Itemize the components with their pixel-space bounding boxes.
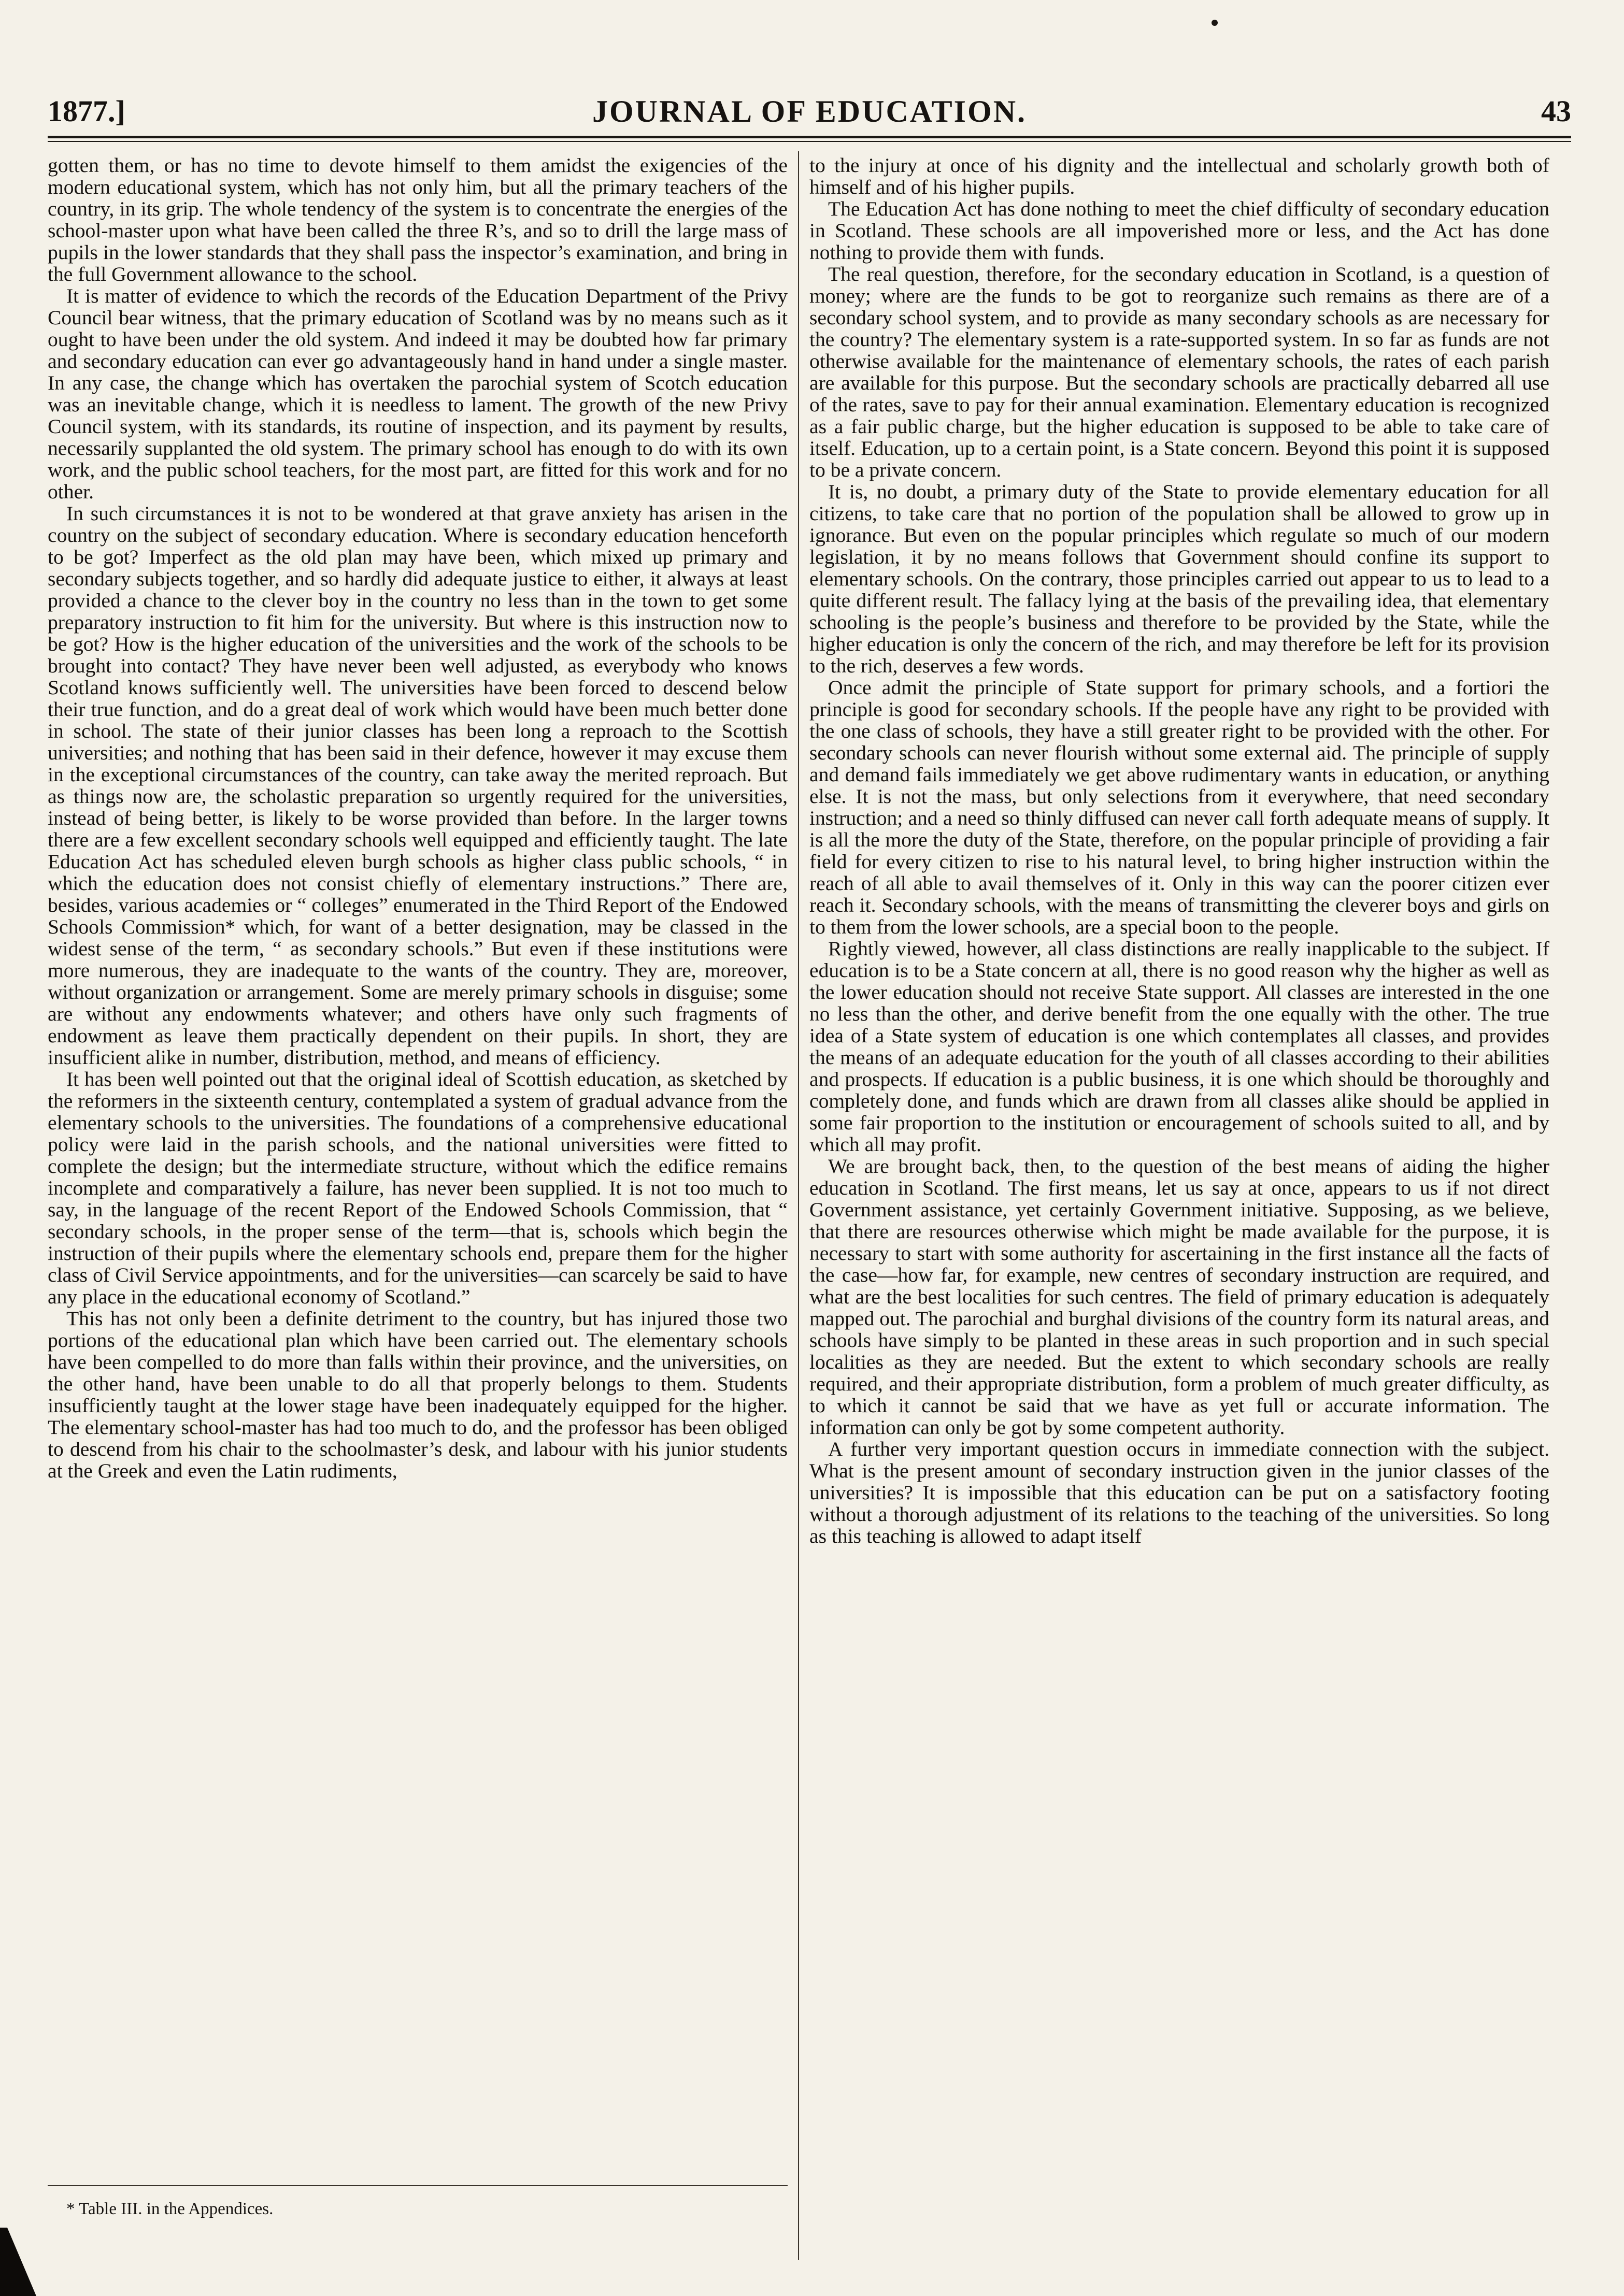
paragraph: The real question, therefore, for the secondary education in Scotland, is a question of money; where are the funds to be got to reorganize such remains as there are of a secondary school system, and to provide as many secondary schools as are necessary for the country? The elementary system is a rate-supported system. In so far as funds are not otherwise available for the maintenance of elementary schools, the rates of each parish are available for this purpose. But the secondary schools are practically debarred all use of the rates, save to pay for their annual examination. Elementary education is recognized as a fair public charge, but the higher education is supposed to be able to take care of itself. Education, up to a certain point, is a State concern. Beyond this point it is supposed to be a private concern. [809,263,1549,481]
paragraph: In such circumstances it is not to be wondered at that grave anxiety has arisen in the country on the subject of secondary education. Where is secondary education henceforth to be got? Imperfect as the old plan may have been, which mixed up primary and secondary subjects together, and so hardly did adequate justice to either, it always at least provided a chance to the clever boy in the country no less than in the town to get some preparatory instruction to fit him for the university. But where is this instruction now to be got? How is the higher education of the universities and the work of the schools to be brought into contact? They have never been well adjusted, as everybody who knows Scotland knows sufficiently well. The universities have been forced to descend below their true function, and do a great deal of work which would have been much better done in school. The state of their junior classes has been long a reproach to the Scottish universities; and nothing that has been said in their defence, however it may excuse them in the exceptional circumstances of the country, can take away the merited reproach. But as things now are, the scholastic preparation so urgently required for the universities, instead of being better, is likely to be worse provided than before. In the larger towns there are a few excellent secondary schools well equipped and efficiently taught. The late Education Act has scheduled eleven burgh schools as higher class public schools, “ in which the education does not consist chiefly of elementary instructions.” There are, besides, various academies or “ colleges” enumerated in the Third Report of the Endowed Schools Commission* which, for want of a better designation, may be classed in the widest sense of the term, “ as secondary schools.” But even if these institutions were more numerous, they are inadequate to the wants of the country. They are, moreover, without organization or arrangement. Some are merely primary schools in disguise; some are without any endowments whatever; and others have only such fragments of endowment as leave them practically dependent on their pupils. In short, they are insufficient alike in number, distribution, method, and means of efficiency. [48,502,788,1069]
ink-speck [1212,20,1218,26]
paragraph: gotten them, or has no time to devote himself to them amidst the exigencies of the modern educational system, which has not only him, but all the primary teachers of the country, in its grip. The whole tendency of the system is to concentrate the energies of the school-master upon what have been called the three R’s, and so to drill the large mass of pupils in the lower standards that they shall pass the inspector’s examination, and bring in the full Government allowance to the school. [48,154,788,285]
page-header [48,91,1571,132]
paragraph: We are brought back, then, to the question of the best means of aiding the higher education in Scotland. The first means, let us say at once, appears to us if not direct Government assistance, yet certainly Government initiative. Supposing, as we believe, that there are resources otherwise which might be made available for the purpose, it is necessary to start with some authority for ascertaining in the first instance all the facts of the case—how far, for example, new centres of secondary instruction are required, and what are the best localities for such centres. The field of primary education is adequately mapped out. The parochial and burghal divisions of the country form its natural areas, and schools have simply to be planted in these areas in such proportion and in such special localities as they are needed. But the extent to which secondary schools are really required, and their appropriate distribution, form a problem of much greater difficulty, as to which it cannot be said that we have as yet full or accurate information. The information can only be got by some competent authority. [809,1155,1549,1439]
header-rule-thin [48,141,1571,142]
paragraph: to the injury at once of his dignity and the intellectual and scholarly growth both of himself and of his higher pupils. [809,154,1549,198]
footnote-rule [48,2185,788,2186]
paragraph: The Education Act has done nothing to meet the chief difficulty of secondary education in Scotland. These schools are all impoverished more or less, and the Act has done nothing to provide them with funds. [809,197,1549,264]
paragraph: It has been well pointed out that the original ideal of Scottish education, as sketched by the reformers in the sixteenth century, contemplated a system of gradual advance from the elementary schools to the universities. The foundations of a comprehensive educational policy were laid in the parish schools, and the national universities were fitted to complete the design; but the intermediate structure, without which the edifice remains incomplete and comparatively a failure, has never been supplied. It is not too much to say, in the language of the recent Report of the Endowed Schools Commission, that “ secondary schools, in the proper sense of the term—that is, schools which begin the instruction of their pupils where the elementary schools end, prepare them for the higher class of Civil Service appointments, and for the universities—can scarcely be said to have any place in the educational economy of Scotland.” [48,1068,788,1308]
column-divider [798,151,799,2260]
paragraph: This has not only been a definite detriment to the country, but has injured those two portions of the educational plan which have been carried out. The elementary schools have been compelled to do more than falls within their province, and the universities, on the other hand, have been unable to do all that properly belongs to them. Students insufficiently taught at the lower stage have been inadequately equipped for the higher. The elementary school-master has had too much to do, and the professor has been obliged to descend from his chair to the schoolmaster’s desk, and labour with his junior students at the Greek and even the Latin rudiments, [48,1307,788,1482]
header-year: 1877.] [48,94,125,128]
page-number: 43 [1541,94,1571,128]
paragraph: A further very important question occurs in immediate connection with the subject. What is the present amount of secondary instruction given in the junior classes of the universities? It is impossible that this education can be put on a satisfactory footing without a thorough adjustment of its relations to the teaching of the universities. So long as this teaching is allowed to adapt itself [809,1438,1549,1547]
right-column [809,154,1549,2254]
scan-corner-mark [0,2228,36,2296]
left-column [48,154,788,2169]
footnote: * Table III. in the Appendices. [66,2200,274,2218]
paragraph: Rightly viewed, however, all class distinctions are really inapplicable to the subject. If education is to be a State concern at all, there is no good reason why the higher as well as the lower education should not receive State support. All classes are interested in the one no less than the other, and derive benefit from the one equally with the other. The true idea of a State system of education is one which contemplates all classes, and provides the means of an adequate education for the youth of all classes according to their abilities and prospects. If education is a public business, it is one which should be thoroughly and completely done, and funds which are drawn from all classes alike should be applied in some fair proportion to the institution or encouragement of schools suited to all, and by which all may profit. [809,937,1549,1156]
journal-title: JOURNAL OF EDUCATION. [592,94,1027,128]
paragraph: Once admit the principle of State support for primary schools, and a fortiori the principle is good for secondary schools. If the people have any right to be provided with the one class of schools, they have a still greater right to be provided with the other. For secondary schools can never flourish without some external aid. The principle of supply and demand fails immediately we get above rudimentary wants in education, or anything else. It is not the mass, but only selections from it everywhere, that need secondary instruction; and a need so thinly diffused can never call forth adequate means of supply. It is all the more the duty of the State, therefore, on the popular principle of providing a fair field for every citizen to rise to his natural level, to bring higher instruction within the reach of all able to avail themselves of it. Only in this way can the poorer citizen ever reach it. Secondary schools, with the means of transmitting the cleverer boys and girls on to them from the lower schools, are a special boon to the people. [809,676,1549,938]
paragraph: It is matter of evidence to which the records of the Education Department of the Privy Council bear witness, that the primary education of Scotland was by no means such as it ought to have been under the old system. And indeed it may be doubted how far primary and secondary education can ever go advantageously hand in hand under a single master. In any case, the change which has overtaken the parochial system of Scotch education was an inevitable change, which it is needless to lament. The growth of the new Privy Council system, with its standards, its routine of inspection, and its payment by results, necessarily supplanted the old system. The primary school has enough to do with its own work, and the public school teachers, for the most part, are fitted for this work and for no other. [48,284,788,503]
header-rule [48,136,1571,138]
paragraph: It is, no doubt, a primary duty of the State to provide elementary education for all citizens, to take care that no portion of the population shall be allowed to grow up in ignorance. But even on the popular principles which regulate so much of our modern legislation, it by no means follows that Government should confine its support to elementary schools. On the contrary, those principles carried out appear to us to lead to a quite different result. The fallacy lying at the basis of the prevailing idea, that elementary schooling is the people’s business and therefore to be provided by the State, while the higher education is only the concern of the rich, and may therefore be left for its provision to the rich, deserves a few words. [809,480,1549,677]
